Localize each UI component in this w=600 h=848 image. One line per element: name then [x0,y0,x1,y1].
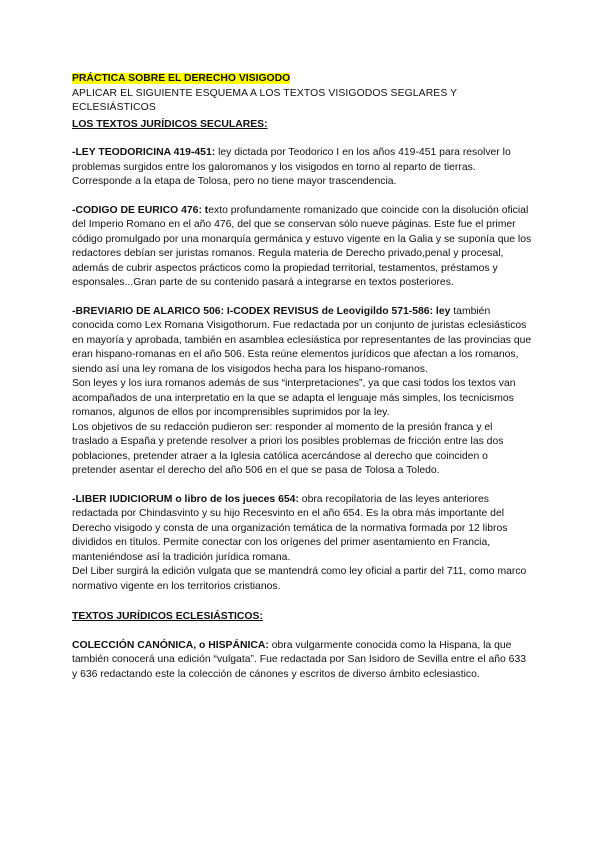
paragraph-heading: COLECCIÓN CANÓNICA, o HISPÁNICA: [72,639,269,651]
paragraph-heading: -CODIGO DE EURICO 476: t [72,204,209,216]
paragraph-heading: -LIBER IUDICIORUM o libro de los jueces 654: [72,493,299,505]
paragraph-liber-vulgata: Del Liber surgirá la edición vulgata que se mantendrá como ley oficial a partir del 711, como marco normativo vigente en los territorios cristianos. [72,566,527,592]
document-body [72,72,532,682]
paragraph-breviario-interpretaciones: Son leyes y los iura romanos además de sus “interpretaciones”, ya que casi todos los textos van acompañados de una interpretatio en la que se adapta el lenguaje más simples, los tecnicismos romanos, algunos de ellos por incomprensibles suprimidos por la ley. [72,378,516,418]
paragraph-text: ley dictada por Teodorico I en los años 419-451 para resolver lo problemas surgidos entre los galoromanos y los visigodos en torno al reparto de tierras. Corresponde a la etapa de Tolosa, pero no tiene mayor trascendencia. [72,147,511,187]
section-heading-seculares: LOS TEXTOS JURÍDICOS SECULARES: [72,118,268,130]
paragraph-coleccion-canonica [72,639,532,683]
paragraph-text: obra vulgarmente conocida como la Hispana, la que también conocerá una edición “vulgata”. Fue redactada por San Isidoro de Sevilla entre el año 633 y 636 redactando este la colección de cánones y escritos de diverso ámbito eclesiastico. [72,639,527,680]
paragraph-text: también conocida como Lex Romana Visigothorum. Fue redactada por un conjunto de juristas eclesiásticos en mayoría y aprobada, también en asamblea eclesiástica por representantes de las provincias que eran hispano-romanas en el año 506. Esta reúne elementos jurídicos que afectan a los romanos, siendo así una ley romana de los visigodos hecha para los hispano-romanos. [72,305,532,375]
paragraph-breviario-objetivos: Los objetivos de su redacción pudieron ser: responder al momento de la presión franca y el traslado a España y pretende resolver a priori los posibles problemas de fricción entre las dos poblaciones, pretender atraer a la Iglesia católica acercándose al derecho que coinciden o pretender asentar el derecho del año 506 en el que se pasa de Tolosa a Toledo. [72,421,504,476]
paragraph-ley-teodoricina [72,146,532,190]
document-subtitle: APLICAR EL SIGUIENTE ESQUEMA A LOS TEXTOS VISIGODOS SEGLARES Y ECLESIÁSTICOS [72,87,458,113]
paragraph-breviario-alarico [72,305,532,378]
paragraph-heading: -BREVIARIO DE ALARICO 506: I-CODEX REVISUS de Leovigildo 571-586: ley [72,305,451,317]
paragraph-text: obra recopilatoria de las leyes anteriores redactada por Chindasvinto y su hijo Recesvinto en el año 654. Es la obra más importante del Derecho visigodo y consta de una organización temática de la normativa formada por 12 libros divididos en títulos. Permite conectar con los orígenes del primer asentamiento en Francia, manteniéndose así la tradición jurídica romana. [72,493,508,563]
paragraph-heading: -LEY TEODORICINA 419-451: [72,147,216,158]
document-title: PRÁCTICA SOBRE EL DERECHO VISIGODO [72,73,291,84]
section-heading-eclesiasticos: TEXTOS JURÍDICOS ECLESIÁSTICOS: [72,611,263,622]
paragraph-codigo-eurico [72,204,532,291]
paragraph-text: exto profundamente romanizado que coincide con la disolución oficial del Imperio Romano en el año 476, del que se conservan sólo nueve páginas. Este fue el primer código promulgado por una monarquía germánica y estuvo vigente en la Galia y se suponía que los redactores debían ser juristas romanos. Regula materia de Derecho privado,penal y procesal, además de cubrir aspectos prácticos como la propiedad territorial, testamentos, préstamos y esponsales...Gran parte de su contenido pasará a integrarse en textos posteriores. [72,204,532,288]
paragraph-liber-iudiciorum [72,493,532,566]
